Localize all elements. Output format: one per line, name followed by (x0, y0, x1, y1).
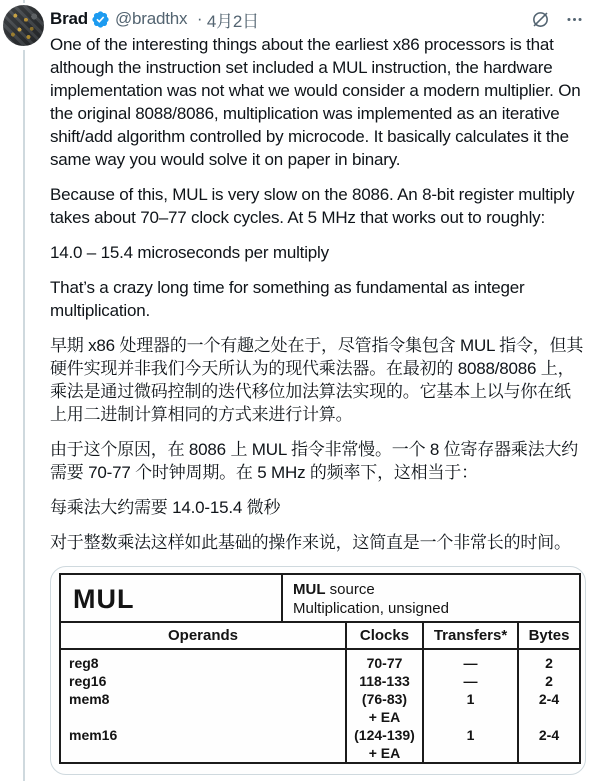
grok-actions-button[interactable] (528, 7, 552, 31)
thread-line-bottom (23, 50, 25, 781)
header-clocks: Clocks (345, 623, 422, 648)
header-transfers: Transfers* (422, 623, 517, 648)
paragraph-chinese-2: 由于这个原因，在 8086 上 MUL 指令非常慢。一个 8 位寄存器乘法大约需要 70-77 个时钟周期。在 5 MHz 的频率下，这相当于： (50, 440, 579, 482)
bytes-line: 2-4 (538, 691, 560, 707)
transfers-line (424, 708, 517, 726)
tweet-content (50, 7, 586, 775)
tweet-date[interactable]: 4月2日 (206, 11, 259, 31)
operand-line: mem8 (69, 691, 110, 707)
avatar[interactable] (3, 5, 44, 46)
author-handle[interactable]: @bradthx (114, 9, 188, 28)
table-data-region (61, 650, 579, 762)
table-instruction-name: MUL (73, 584, 135, 614)
bytes-line: 2 (545, 655, 553, 671)
operand-line: reg16 (69, 673, 107, 689)
bytes-line (519, 744, 579, 762)
more-options-button[interactable] (562, 7, 586, 31)
header-bytes: Bytes (517, 623, 579, 648)
clocks-line: (76-83) (361, 691, 408, 707)
header-operands: Operands (167, 627, 239, 644)
author-name[interactable]: Brad (50, 9, 88, 28)
operand-line (69, 744, 345, 762)
source-syntax-rest: source (325, 581, 375, 598)
tweet-body (50, 33, 586, 554)
clocks-line: 70-77 (366, 655, 403, 671)
operand-line: reg8 (69, 655, 99, 671)
column-transfers (422, 650, 517, 762)
transfers-line (424, 744, 517, 762)
column-operands (61, 650, 345, 762)
table-instruction-description (281, 575, 579, 621)
operand-line (69, 708, 345, 726)
clocks-line: + EA (368, 709, 401, 725)
clocks-line: + EA (368, 745, 401, 761)
table-header-row (61, 623, 579, 650)
transfers-line: — (463, 655, 478, 671)
transfers-line: 1 (466, 727, 475, 743)
verified-badge-icon (91, 10, 110, 29)
thread-line-top (23, 0, 25, 3)
paragraph-english-4: That’s a crazy long time for something as fundamental as integer multiplication. (50, 278, 525, 320)
mul-timing-table (59, 573, 581, 764)
paragraph-chinese-1: 早期 x86 处理器的一个有趣之处在于，尽管指令集包含 MUL 指令，但其硬件实现并非我们今天所认为的现代乘法器。在最初的 8088/8086 上，乘法是通过微码控制的迭代移位加法算法实现的。它基本上以与你在纸上用二进制计算相同的方式来进行计算。 (50, 336, 584, 424)
paragraph-english-3: 14.0 – 15.4 microseconds per multiply (50, 243, 329, 262)
separator-dot: · (192, 9, 207, 28)
bytes-line (519, 708, 579, 726)
bytes-line: 2-4 (538, 727, 560, 743)
transfers-line: 1 (466, 691, 475, 707)
clocks-line: (124-139) (354, 727, 415, 743)
operand-line: mem16 (69, 727, 118, 743)
transfers-line: — (463, 673, 478, 689)
clocks-line: 118-133 (359, 673, 410, 689)
column-bytes (517, 650, 579, 762)
source-subtitle: Multiplication, unsigned (293, 600, 449, 617)
bytes-line: 2 (545, 673, 553, 689)
source-syntax-bold: MUL (293, 581, 326, 598)
paragraph-english-1: One of the interesting things about the earliest x86 processors is that although the instruction set included a MUL instruction, the hardware implementation was not what we would consider a modern multiplier. On the original 8088/8086, multiplication was implemented as an iterative shift/add algorithm controlled by microcode. It basically calculates it the same way you would solve it on paper in binary. (50, 35, 581, 169)
embedded-image-mul-table[interactable] (50, 566, 586, 775)
column-clocks (345, 650, 422, 762)
tweet-header (50, 7, 586, 31)
paragraph-chinese-4: 对于整数乘法这样如此基础的操作来说，这简直是一个非常长的时间。 (50, 533, 571, 552)
paragraph-english-2: Because of this, MUL is very slow on the 8086. An 8-bit register multiply takes about 70–77 clock cycles. At 5 MHz that works out to roughly: (50, 185, 575, 227)
paragraph-chinese-3: 每乘法大约需要 14.0-15.4 微秒 (50, 498, 281, 517)
